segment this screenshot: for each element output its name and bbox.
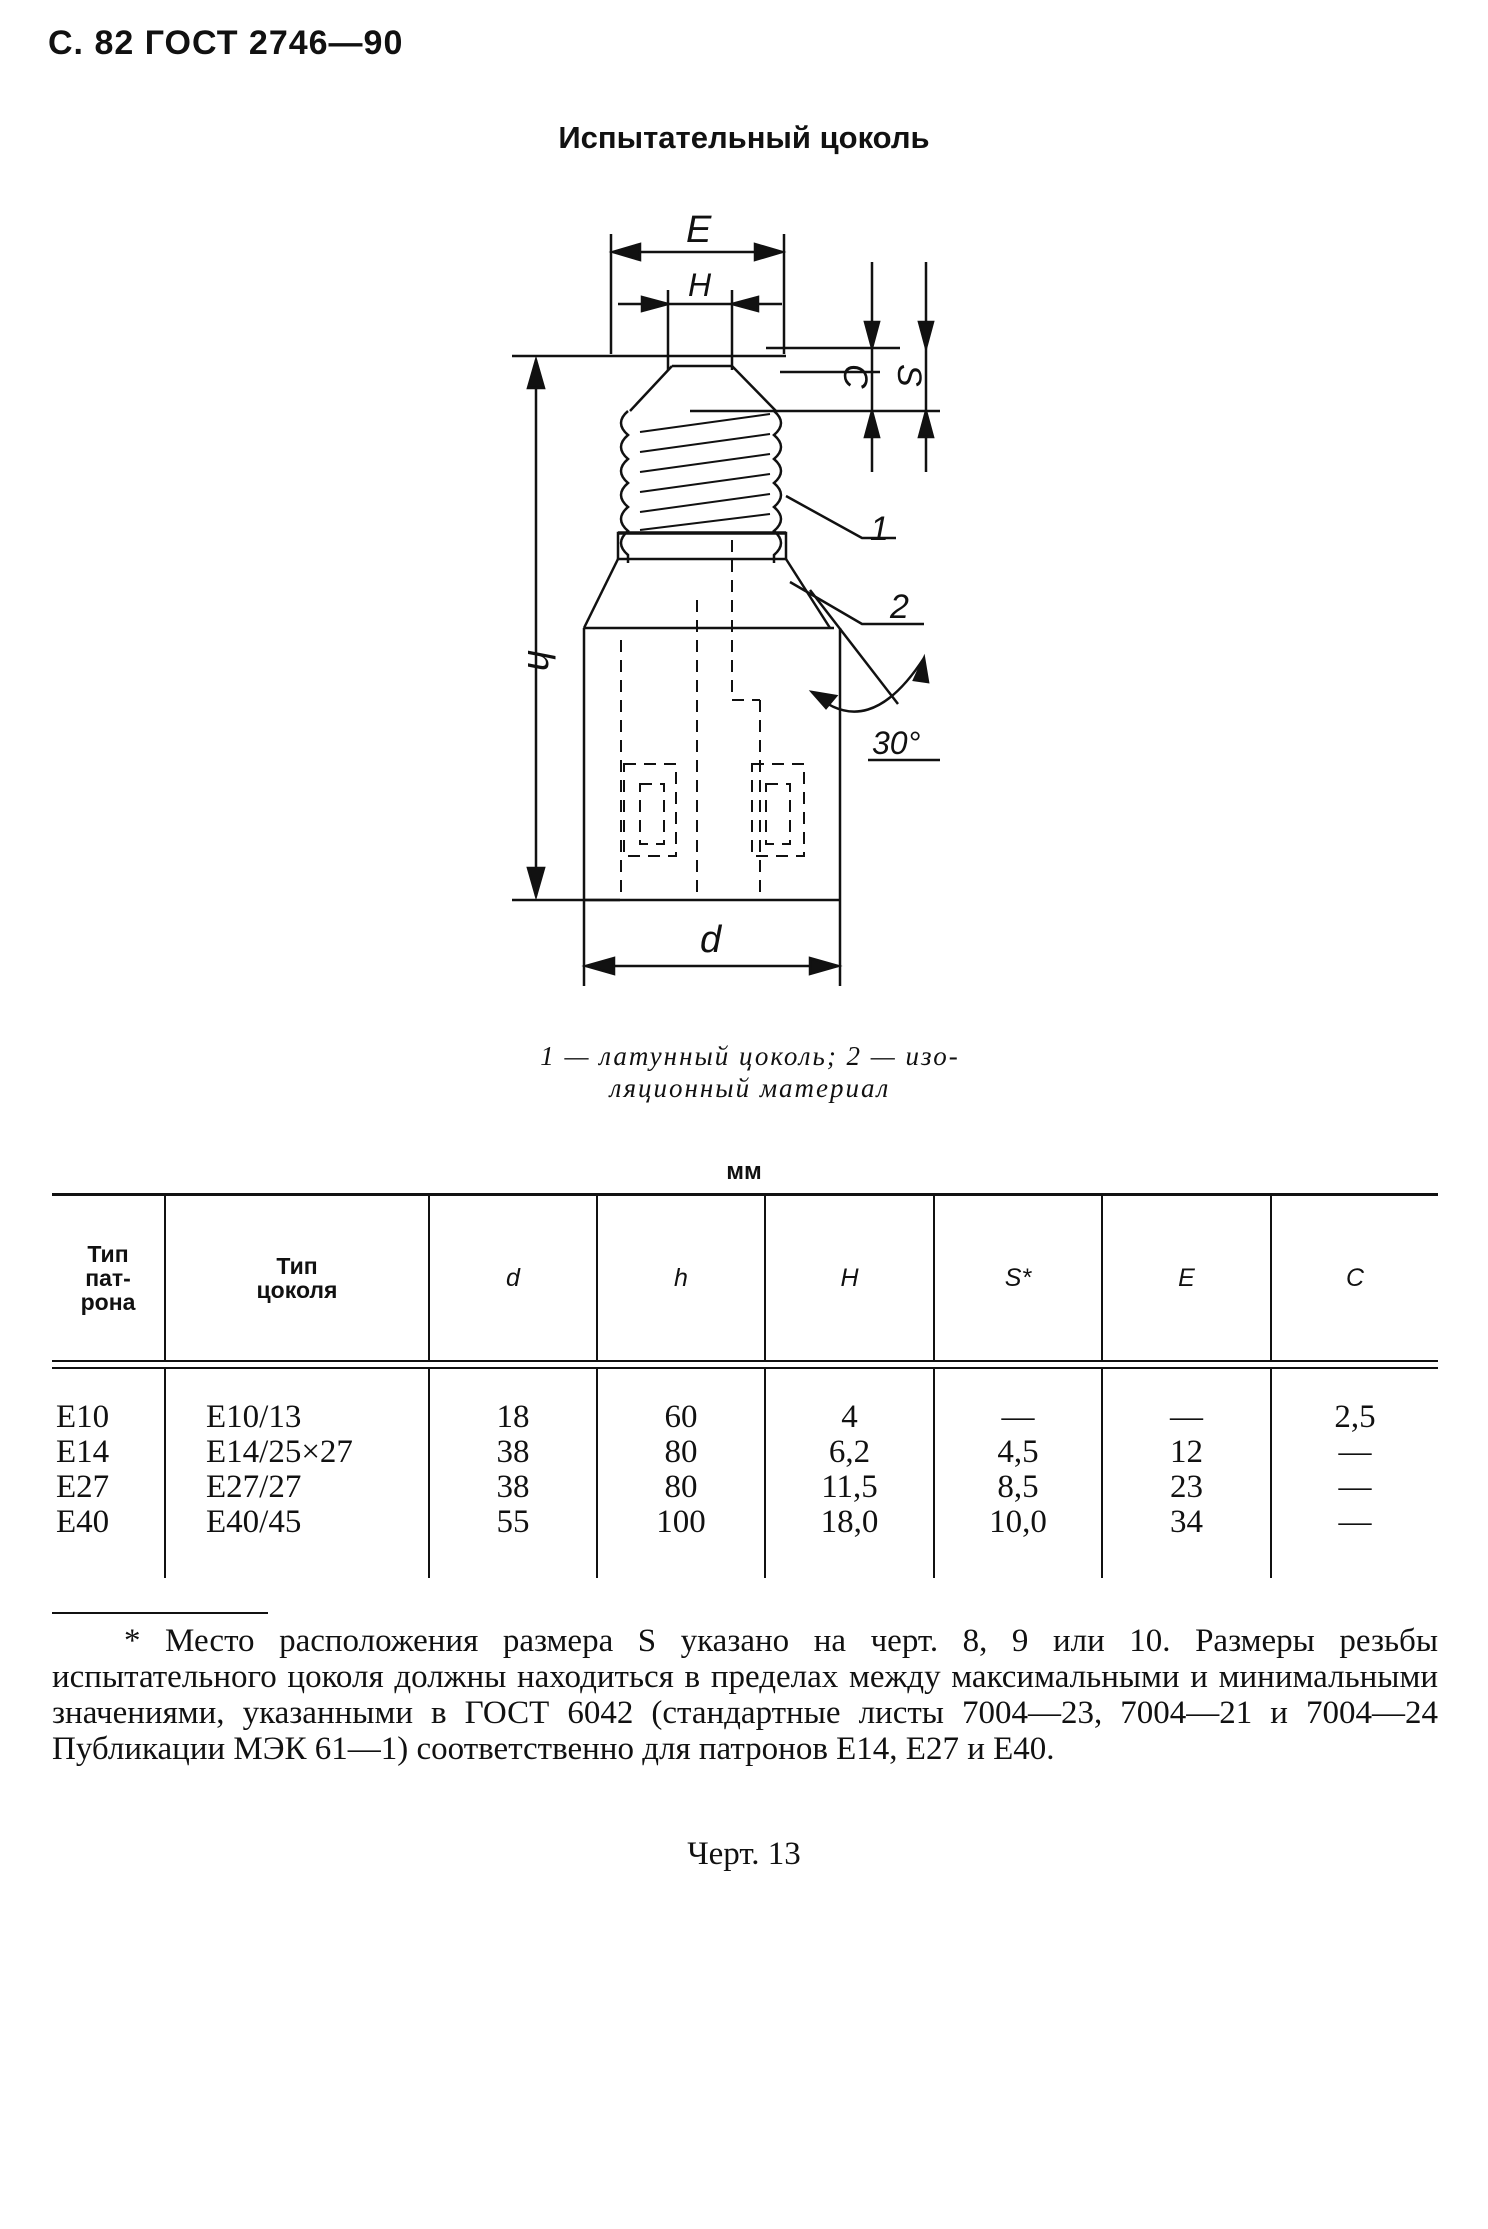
header-rule: [52, 1367, 1438, 1369]
header-base-type: [166, 1196, 428, 1360]
column-divider: [164, 1369, 166, 1578]
cell-patron: E10: [56, 1399, 110, 1435]
cell-d: 18: [496, 1399, 530, 1435]
cell-d: 55: [496, 1504, 530, 1540]
angle-line: [810, 590, 898, 704]
header-line: пат-: [85, 1265, 131, 1291]
cell-e: —: [1170, 1399, 1203, 1435]
lower-cone-left: [584, 559, 618, 628]
header-line: цоколя: [256, 1277, 338, 1303]
drawing-caption: [440, 1040, 1060, 1104]
header-e: E: [1178, 1263, 1195, 1292]
label-1: 1: [870, 510, 889, 548]
cell-c: 2,5: [1334, 1399, 1376, 1435]
footnote: * Место расположения размера S указано на черт. 8, 9 или 10. Размеры резьбы испытательного цоколя должны находиться в пределах между максимальными и минимальными значениями, указанными в ГОСТ 6042 (стандартные листы 7004—23, 7004—21 и 7004—24 Публикации МЭК 61—1) соответственно для патронов Е14, Е27 и Е40.: [52, 1623, 1438, 1767]
header-line: Тип: [276, 1253, 318, 1279]
arrow-head: [755, 244, 782, 260]
arrow-head: [865, 322, 879, 348]
label-e: E: [686, 209, 712, 251]
cell-h: 80: [664, 1434, 698, 1470]
cell-base: E27/27: [206, 1469, 302, 1505]
thread-right: [774, 411, 781, 563]
units-label: мм: [726, 1158, 762, 1185]
arrow-head: [613, 244, 640, 260]
drawing-title: Испытательный цоколь: [558, 120, 930, 155]
header-d: d: [506, 1263, 520, 1292]
thread-left: [621, 411, 628, 563]
cone-left: [630, 366, 672, 411]
cell-s: 4,5: [997, 1434, 1039, 1470]
cell-H: 4: [841, 1399, 858, 1435]
header-c: C: [1345, 1263, 1365, 1292]
cell-patron: E27: [56, 1469, 110, 1505]
label-h-lower: h: [519, 650, 561, 672]
label-2: 2: [890, 588, 909, 626]
cell-H: 18,0: [820, 1504, 879, 1540]
cell-patron: E14: [56, 1434, 110, 1470]
cell-base: E10/13: [206, 1399, 302, 1435]
cell-h: 60: [664, 1399, 698, 1435]
arrow-head: [810, 958, 838, 974]
header-h-small: h: [674, 1263, 688, 1292]
cell-H: 6,2: [828, 1434, 871, 1470]
arrow-head: [919, 322, 933, 348]
footnote-rule: [52, 1612, 268, 1614]
cell-c: —: [1338, 1469, 1372, 1505]
label-angle: 30°: [872, 725, 921, 761]
cell-base: E14/25×27: [206, 1434, 353, 1470]
cell-s: 10,0: [989, 1504, 1047, 1540]
cell-c: —: [1338, 1434, 1372, 1470]
cell-s: 8,5: [997, 1469, 1039, 1505]
label-s: S: [890, 364, 928, 387]
hidden-lines: [621, 540, 804, 900]
cell-h: 100: [656, 1504, 706, 1540]
test-base-drawing: [0, 0, 1488, 1030]
header-h-capital: H: [840, 1263, 859, 1292]
label-c: C: [836, 364, 874, 389]
arrow-head: [919, 411, 933, 437]
arrow-head: [642, 297, 668, 311]
label-h-upper: H: [688, 267, 712, 303]
caption-line: ляционный материал: [609, 1073, 891, 1103]
cell-H: 11,5: [821, 1469, 878, 1505]
label-d: d: [700, 919, 722, 961]
caption-line: 1 — латунный цоколь; 2 — изо-: [540, 1041, 960, 1071]
header-patron-type: [52, 1196, 164, 1360]
cell-h: 80: [664, 1469, 698, 1505]
cone-right: [732, 366, 776, 411]
page-header: С. 82 ГОСТ 2746—90: [48, 24, 404, 62]
header-rule: [52, 1360, 1438, 1362]
cell-c: —: [1338, 1504, 1372, 1540]
figure-label: Черт. 13: [687, 1836, 801, 1872]
arrow-head: [528, 360, 544, 388]
cell-e: 23: [1170, 1469, 1203, 1505]
arrow-head: [732, 297, 758, 311]
header-s: S*: [1004, 1263, 1032, 1292]
cell-e: 12: [1170, 1434, 1203, 1470]
header-line: Тип: [87, 1241, 129, 1267]
thread-hatching: [640, 414, 770, 530]
cell-patron: E40: [56, 1504, 110, 1540]
cell-d: 38: [496, 1434, 530, 1470]
cell-s: —: [1001, 1399, 1035, 1435]
arrow-head: [528, 868, 544, 896]
arrow-head: [865, 411, 879, 437]
header-line: рона: [80, 1289, 136, 1315]
cell-base: E40/45: [206, 1504, 302, 1540]
cell-e: 34: [1170, 1504, 1203, 1540]
cell-d: 38: [496, 1469, 530, 1505]
arrow-head: [586, 958, 614, 974]
collar: [618, 533, 786, 559]
